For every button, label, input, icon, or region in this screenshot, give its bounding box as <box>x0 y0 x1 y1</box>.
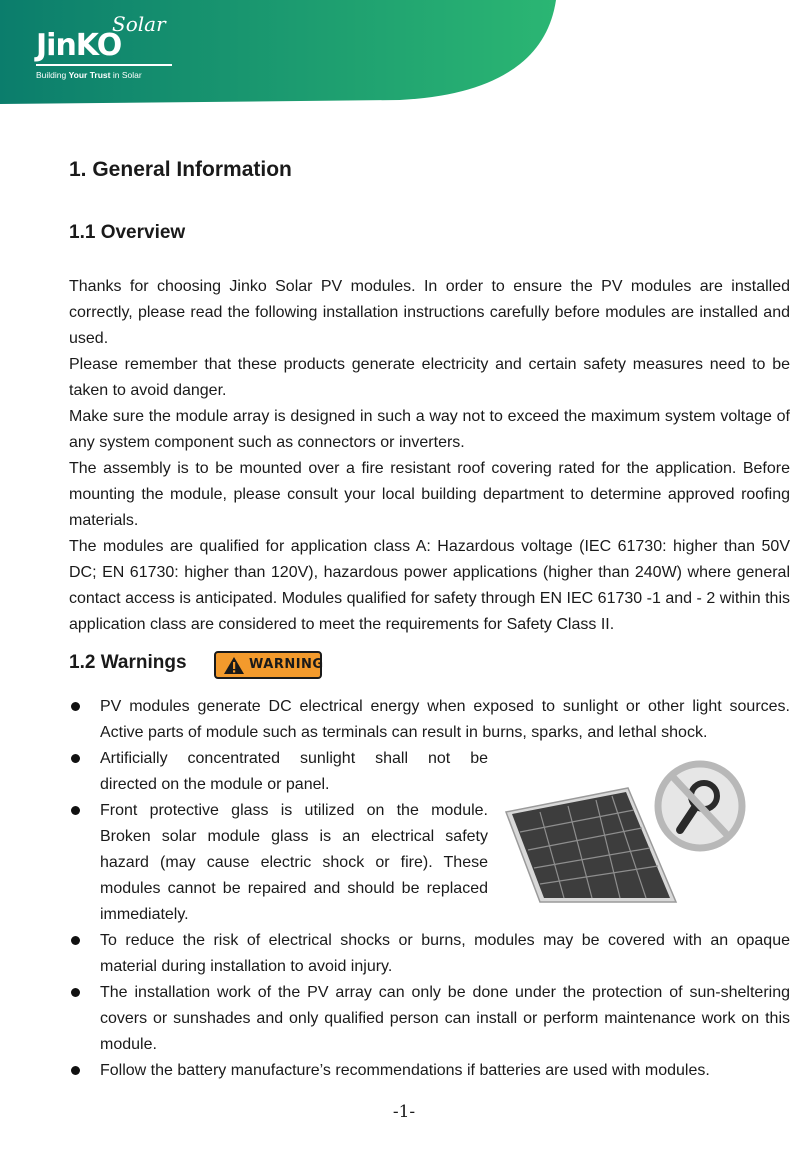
overview-heading: 1.1 Overview <box>69 222 186 243</box>
logo-tagline: Building Your Trust in Solar <box>36 70 142 80</box>
bullet-dot <box>71 754 80 763</box>
solar-panel-icon <box>506 788 676 902</box>
logo-divider <box>36 64 172 66</box>
list-item-text: The installation work of the PV array can only be done under the protection of sun-sheltering covers or sunshades and only qualified person can install or perform maintenance work on this module. <box>100 984 790 1053</box>
overview-paragraph: Please remember that these products generate electricity and certain safety measures need to be taken to avoid danger. <box>69 356 790 399</box>
bullet-dot <box>71 988 80 997</box>
overview-body <box>69 274 790 638</box>
overview-paragraph: Thanks for choosing Jinko Solar PV modules. In order to ensure the PV modules are installed correctly, please read the following installation instructions carefully before modules are installed and used. <box>69 278 790 347</box>
bullet-dot <box>71 1066 80 1075</box>
list-item <box>69 1058 790 1084</box>
warnings-heading: 1.2 Warnings <box>69 652 187 673</box>
no-concentrated-sunlight-illustration <box>500 752 750 907</box>
warning-badge <box>214 651 322 679</box>
list-item-text: PV modules generate DC electrical energy when exposed to sunlight or other light sources. Active parts of module such as terminals can result in burns, sparks, and lethal shock. <box>100 698 790 741</box>
list-item-line: Broken solar module glass is an electrical safety <box>100 828 488 845</box>
page-number: -1- <box>392 1102 416 1122</box>
no-magnifier-icon <box>658 764 742 848</box>
section-title: 1. General Information <box>69 158 292 181</box>
list-item <box>69 694 790 746</box>
overview-paragraph: The assembly is to be mounted over a fire resistant roof covering rated for the application. Before mounting the module, please consult your local building department to determine approved roofing materials. <box>69 460 790 529</box>
list-item-text: To reduce the risk of electrical shocks or burns, modules may be covered with an opaque material during installation to avoid injury. <box>100 932 790 975</box>
list-item-line: Front protective glass is utilized on the module. <box>100 802 488 819</box>
list-item <box>69 980 790 1058</box>
logo-solar-word: Solar <box>112 12 166 36</box>
logo-jinko-word: JinKO <box>36 28 122 63</box>
bullet-dot <box>71 702 80 711</box>
bullet-dot <box>71 806 80 815</box>
list-item <box>69 746 488 798</box>
bullet-dot <box>71 936 80 945</box>
list-item-text: Follow the battery manufacture’s recommendations if batteries are used with modules. <box>100 1062 710 1079</box>
list-item-line: modules cannot be repaired and should be replaced <box>100 880 488 897</box>
list-item-line: immediately. <box>100 906 189 923</box>
jinko-solar-logo <box>22 10 192 90</box>
warning-badge-label: WARNING <box>249 657 324 672</box>
list-item-line: Artificially concentrated sunlight shall not be <box>100 750 488 767</box>
list-item <box>69 928 790 980</box>
list-item-line: directed on the module or panel. <box>100 776 330 793</box>
overview-paragraph: The modules are qualified for application class A: Hazardous voltage (IEC 61730: higher than 50V DC; EN 61730: higher than 120V), hazardous power applications (higher than 240W) where general contact access is anticipated. Modules qualified for safety through EN IEC 61730 -1 and - 2 within this application class are considered to meet the requirements for Safety Class II. <box>69 538 790 633</box>
warning-triangle-icon <box>223 656 245 675</box>
overview-paragraph: Make sure the module array is designed in such a way not to exceed the maximum system voltage of any system component such as connectors or inverters. <box>69 408 790 451</box>
list-item-line: hazard (may cause electric shock or fire). These <box>100 854 488 871</box>
list-item <box>69 798 488 928</box>
